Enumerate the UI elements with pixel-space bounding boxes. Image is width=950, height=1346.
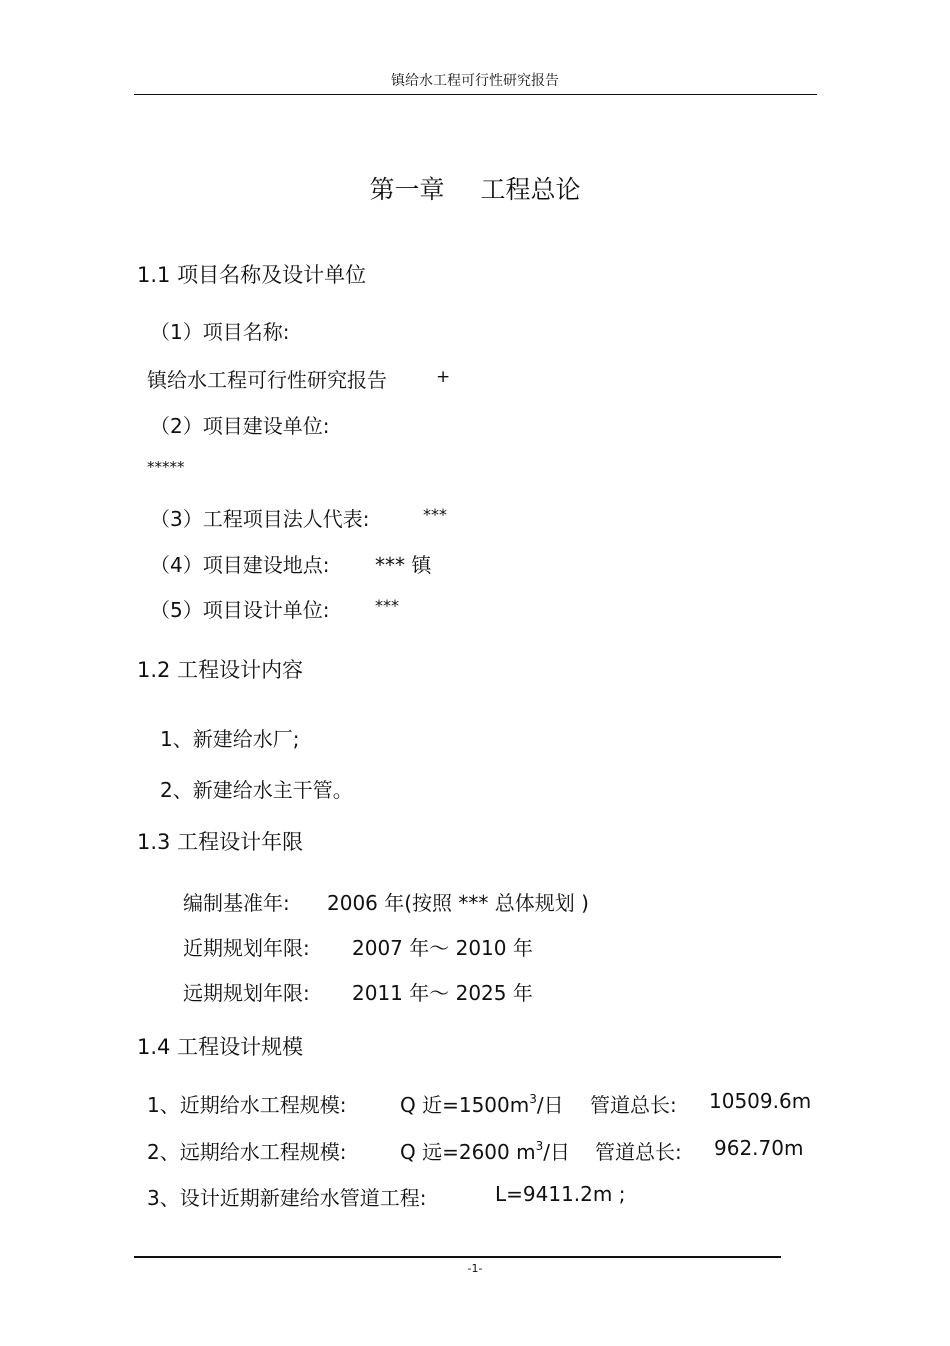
scale-row-1-unit: /日 (536, 1093, 564, 1117)
base-year-label: 编制基准年: (183, 891, 290, 915)
item-2-label: （2）项目建设单位: (150, 414, 330, 438)
header-rule (134, 94, 817, 95)
item-1-mark: + (436, 367, 451, 387)
near-term-value: 2007 年～ 2010 年 (352, 936, 533, 960)
running-header: 镇给水工程可行性研究报告 (391, 73, 559, 89)
scale-row-2-length-label: 管道总长: (595, 1140, 682, 1164)
item-4-value: *** 镇 (375, 553, 432, 577)
chapter-title (0, 170, 950, 206)
footer-rule (134, 1256, 781, 1258)
chapter-name: 工程总论 (480, 175, 581, 204)
scale-row-2-unit: /日 (543, 1140, 570, 1164)
far-term-label: 远期规划年限: (183, 981, 310, 1005)
scale-row-1-q: Q 近=1500m (400, 1093, 530, 1117)
section-1-3-heading: 1.3 工程设计年限 (137, 830, 304, 854)
scale-row-2-capacity (400, 1136, 570, 1165)
item-2-value: ***** (147, 458, 185, 476)
section-1-4-heading: 1.4 工程设计规模 (137, 1035, 304, 1059)
far-term-value: 2011 年～ 2025 年 (352, 981, 533, 1005)
base-year-value: 2006 年(按照 *** 总体规划 ) (327, 891, 589, 915)
scale-row-1-label: 1、近期给水工程规模: (147, 1093, 347, 1117)
item-1-label: （1）项目名称: (150, 320, 290, 344)
content-item-2: 2、新建给水主干管。 (160, 778, 353, 802)
scale-row-2-label: 2、远期给水工程规模: (147, 1140, 347, 1164)
scale-row-3-value: L=9411.2m ; (495, 1182, 626, 1206)
item-3-value: *** (423, 505, 447, 524)
section-1-1-heading: 1.1 项目名称及设计单位 (137, 263, 367, 287)
item-5-label: （5）项目设计单位: (150, 598, 330, 622)
chapter-number: 第一章 (369, 175, 445, 204)
near-term-label: 近期规划年限: (183, 936, 310, 960)
scale-row-1-capacity (400, 1089, 564, 1118)
item-1-value: 镇给水工程可行性研究报告 (147, 368, 387, 392)
section-1-2-heading: 1.2 工程设计内容 (137, 658, 304, 682)
scale-row-2-sup: 3 (535, 1139, 544, 1153)
item-5-value: *** (375, 596, 399, 615)
scale-row-3-label: 3、设计近期新建给水管道工程: (147, 1186, 427, 1210)
page-number: -1- (467, 1262, 483, 1275)
scale-row-1-length-value: 10509.6m (709, 1089, 812, 1113)
scale-row-1-length-label: 管道总长: (590, 1093, 677, 1117)
scale-row-2-q: Q 远=2600 m (400, 1140, 536, 1164)
scale-row-2-length-value: 962.70m (714, 1136, 804, 1160)
item-3-label: （3）工程项目法人代表: (150, 507, 370, 531)
scale-row-1-sup: 3 (529, 1092, 537, 1106)
content-item-1: 1、新建给水厂; (160, 727, 300, 751)
item-4-label: （4）项目建设地点: (150, 553, 330, 577)
